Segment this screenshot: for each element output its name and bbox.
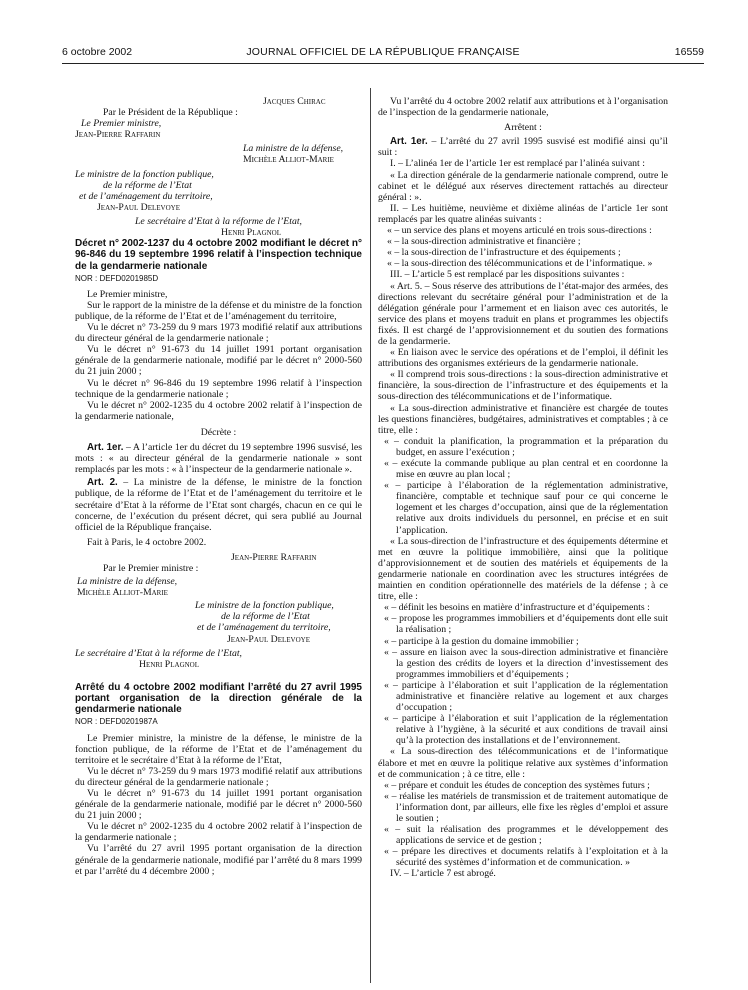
header-date: 6 octobre 2002	[62, 46, 133, 58]
signature-role: Le ministre de la fonction publique,	[75, 168, 214, 180]
body-paragraph: « En liaison avec le service des opérations et de l’emploi, il définit les attributions des organismes extérieurs de la gendarmerie nationale.	[378, 347, 668, 370]
visa-paragraph: Le Premier ministre, la ministre de la défense, le ministre de la fonction publique, de la réforme de l’Etat et de l’aménagement du territoire et le secrétaire d’Etat à la réforme de l’Etat,	[75, 732, 362, 766]
visa-paragraph: Vu l’arrêté du 27 avril 1995 portant organisation de la direction générale de la gendarmerie nationale, modifié par l’arrêté du 8 mars 1999 et par l’arrêté du 4 décembre 2000 ;	[75, 843, 362, 877]
signature-role: de la réforme de l’Etat	[103, 179, 192, 191]
visa-paragraph: Vu le décret n° 2002-1235 du 4 octobre 2002 relatif à l’inspection de la gendarmerie nationale ;	[75, 821, 362, 844]
signature-role: La ministre de la défense,	[77, 576, 178, 588]
signature-line: Par le Premier ministre :	[103, 562, 199, 574]
article-text: – L’arrêté du 27 avril 1995 susvisé est modifié ainsi qu’il suit :	[378, 136, 669, 159]
article-label: Art. 1er.	[390, 136, 428, 148]
page-header	[62, 46, 704, 62]
decrete-heading: Décrète :	[200, 426, 237, 438]
list-item: « – la sous-direction administrative et financière ;	[387, 236, 581, 248]
article-1	[378, 136, 668, 158]
signatory-name: Michèle Alliot-Marie	[77, 587, 168, 599]
list-item: « – la sous-direction de l’infrastructure et des équipements ;	[387, 247, 621, 259]
article-text: – La ministre de la défense, le ministre de la fonction publique, de la réforme de l’Etat et de l’aménagement du territoire et le secrétaire d’Etat à la réforme de l’Etat sont chargés, chacun en ce qui le concerne, de l’exécution du présent décret, qui sera publié au Journal officiel de la République française.	[75, 477, 362, 533]
signatory-name: Jean-Paul Delevoye	[97, 201, 180, 213]
article-label: Art. 1er.	[87, 442, 124, 454]
body-paragraph: « Il comprend trois sous-directions : la sous-direction administrative et financière, la sous-direction de l’infrastructure et des équipements et la sous-direction des télécommunications et de l’informatique.	[378, 369, 668, 403]
list-item: « – participe à l’élaboration et suit l’application de la réglementation relative à l’hygiène, à la sécurité et aux conditions de travail ainsi qu’à la protection des installations et de l’environnement.	[384, 713, 668, 747]
section-IV: IV. – L’article 7 est abrogé.	[390, 868, 496, 880]
header-rule	[62, 63, 704, 64]
right-column	[378, 96, 668, 880]
list-item: « – propose les programmes immobiliers et d’équipements dont elle suit la réalisation ;	[384, 613, 668, 636]
signature-role: La ministre de la défense,	[243, 143, 344, 155]
signature-role: Le Premier ministre,	[81, 118, 162, 130]
body-paragraph: « La sous-direction administrative et financière est chargée de toutes les questions financières, budgétaires, administratives et comptables ; à ce titre, elle :	[378, 402, 668, 436]
nor-reference	[75, 273, 362, 284]
signature-role: et de l’aménagement du territoire,	[79, 190, 213, 202]
article-label: Art. 2.	[87, 477, 118, 489]
nor-reference	[75, 716, 362, 727]
left-column	[75, 96, 362, 877]
list-item: « – un service des plans et moyens articulé en trois sous-directions :	[387, 225, 652, 237]
signature-role: de la réforme de l’Etat	[221, 611, 310, 623]
visa-paragraph: Sur le rapport de la ministre de la défense et du ministre de la fonction publique, de la réforme de l’Etat et de l’aménagement du territoire,	[75, 299, 362, 323]
visa-paragraph: Vu l’arrêté du 4 octobre 2002 relatif aux attributions et à l’organisation de l’inspection de la gendarmerie nationale,	[378, 96, 668, 119]
list-item: « – prépare et conduit les études de conception des systèmes futurs ;	[384, 779, 650, 791]
body-paragraph: « La sous-direction des télécommunications et de l’informatique élabore et met en œuvre la politique relative aux systèmes d’information et de communication ; à ce titre, elle :	[378, 746, 668, 780]
section-I: I. – L’alinéa 1er de l’article 1er est remplacé par l’alinéa suivant :	[390, 158, 645, 170]
list-item: « – prépare les directives et documents relatifs à l’exploitation et à la sécurité des systèmes d’information et de communication. »	[384, 846, 668, 869]
visa-paragraph: Vu le décret n° 91-673 du 14 juillet 1991 portant organisation générale de la gendarmerie nationale, modifié par le décret n° 2000-560 du 21 juin 2000 ;	[75, 344, 362, 378]
signatory-name: Henri Plagnol	[221, 227, 282, 239]
list-item: « – participe à l’élaboration et suit l’application de la réglementation administrative et financière relative au logement et aux charges d’occupation ;	[384, 679, 668, 714]
list-item: « – exécute la commande publique au plan central et en coordonne la mise en œuvre au plan local ;	[384, 458, 668, 481]
visa-paragraph: Vu le décret n° 96-846 du 19 septembre 1996 relatif à l’inspection technique de la gendarmerie nationale ;	[75, 377, 362, 400]
list-item: « – participe à l’élaboration de la réglementation administrative, financière, comptable et technique sauf pour ce qui concerne le logement et les charges d’occupation, ainsi que de la réglementation relative aux droits individuels du personnel, en précise et en suit l’application.	[384, 480, 668, 536]
signatory-name: Henri Plagnol	[139, 658, 200, 670]
article-5-paragraph: « Art. 5. – Sous réserve des attributions de l’état-major des armées, des directions relevant du secrétaire général pour l’administration et de la délégation générale pour l’armement et en liaison avec ces autorités, le service des plans et moyens traduit en plans et programmes les objectifs fixés. Il est chargé de l’approvisionnement et du soutien des formations de la gendarmerie.	[378, 280, 668, 347]
signatory-name: Jean-Paul Delevoye	[227, 633, 310, 645]
quote-paragraph: « La direction générale de la gendarmerie nationale comprend, outre le cabinet et le délégué aux réserves directement rattachés au directeur général : ».	[378, 169, 668, 203]
arrete-title: Arrêté du 4 octobre 2002 modifiant l’arrêté du 27 avril 1995 portant organisation de la direction générale de la gendarmerie nationale	[75, 681, 362, 716]
list-item: « – la sous-direction des télécommunications et de l’informatique. »	[387, 258, 653, 270]
signature-line: Par le Président de la République :	[103, 107, 238, 119]
list-item: « – assure en liaison avec la sous-direction administrative et financière la gestion des crédits de loyers et la direction d’investissement des programmes immobiliers et d’équipements ;	[384, 646, 668, 680]
visa-paragraph: Vu le décret n° 73-259 du 9 mars 1973 modifié relatif aux attributions du directeur général de la gendarmerie nationale ;	[75, 765, 362, 788]
column-divider	[370, 88, 371, 983]
signatory-name: Michèle Alliot-Marie	[243, 154, 334, 166]
nor-text: NOR : DEFD0201985D	[75, 273, 159, 283]
page-number: 16559	[674, 46, 704, 58]
list-item: « – participe à la gestion du domaine immobilier ;	[384, 635, 579, 647]
section-III: III. – L’article 5 est remplacé par les dispositions suivantes :	[390, 269, 625, 281]
visa-paragraph: Vu le décret n° 2002-1235 du 4 octobre 2002 relatif à l’inspection de la gendarmerie nationale,	[75, 399, 362, 422]
signatory-name: Jacques Chirac	[263, 96, 326, 107]
signature-role: et de l’aménagement du territoire,	[197, 622, 331, 634]
article-2	[75, 477, 362, 532]
section-II: II. – Les huitième, neuvième et dixième alinéas de l’article 1er sont remplacés par les quatre alinéas suivants :	[378, 202, 668, 225]
nor-text: NOR : DEFD0201987A	[75, 717, 158, 727]
list-item: « – définit les besoins en matière d’infrastructure et d’équipements :	[384, 602, 650, 614]
decree-title: Décret n° 2002-1237 du 4 octobre 2002 modifiant le décret n° 96-846 du 19 septembre 1996 relatif à l’inspection technique de la gendarmerie nationale	[75, 238, 362, 272]
list-item: « – réalise les matériels de transmission et de traitement automatique de l’information dont, par ailleurs, elle fixe les règles d’emploi et assure le soutien ;	[384, 790, 668, 824]
signature-role: Le ministre de la fonction publique,	[195, 600, 334, 612]
signature-role: Le secrétaire d’Etat à la réforme de l’Etat,	[135, 215, 302, 227]
visa-paragraph: Vu le décret n° 91-673 du 14 juillet 1991 portant organisation générale de la gendarmerie nationale, modifié par le décret n° 2000-560 du 21 juin 2000 ;	[75, 788, 362, 822]
body-paragraph: « La sous-direction de l’infrastructure et des équipements détermine et met en œuvre la politique immobilière, ainsi que la politique d’approvisionnement et de soutien des matériels et équipements de la gendarmerie nationale en coordination avec les structures intégrées de maintien en condition opérationnelle des matériels de la défense ; à ce titre, elle :	[378, 535, 668, 603]
signatory-name: Jean-Pierre Raffarin	[231, 551, 317, 563]
article-text: – A l’article 1er du décret du 19 septembre 1996 susvisé, les mots : « au directeur général de la gendarmerie nationale » sont remplacés par les mots : « à l’inspecteur de la gendarmerie nationale ».	[75, 442, 363, 476]
signature-role: Le secrétaire d’Etat à la réforme de l’Etat,	[75, 647, 242, 659]
visa-paragraph: Vu le décret n° 73-259 du 9 mars 1973 modifié relatif aux attributions du directeur général de la gendarmerie nationale ;	[75, 322, 362, 345]
arretent-heading: Arrêtent :	[504, 122, 542, 134]
fait-line: Fait à Paris, le 4 octobre 2002.	[87, 536, 207, 548]
journal-title: JOURNAL OFFICIEL DE LA RÉPUBLIQUE FRANÇAISE	[246, 46, 520, 58]
visa-paragraph: Le Premier ministre,	[87, 288, 168, 300]
signatory-name: Jean-Pierre Raffarin	[75, 129, 161, 141]
list-item: « – suit la réalisation des programmes et le développement des applications de service et de gestion ;	[384, 824, 668, 847]
article-1	[75, 442, 362, 475]
list-item: « – conduit la planification, la programmation et la préparation du budget, en assure l’exécution ;	[384, 435, 668, 458]
